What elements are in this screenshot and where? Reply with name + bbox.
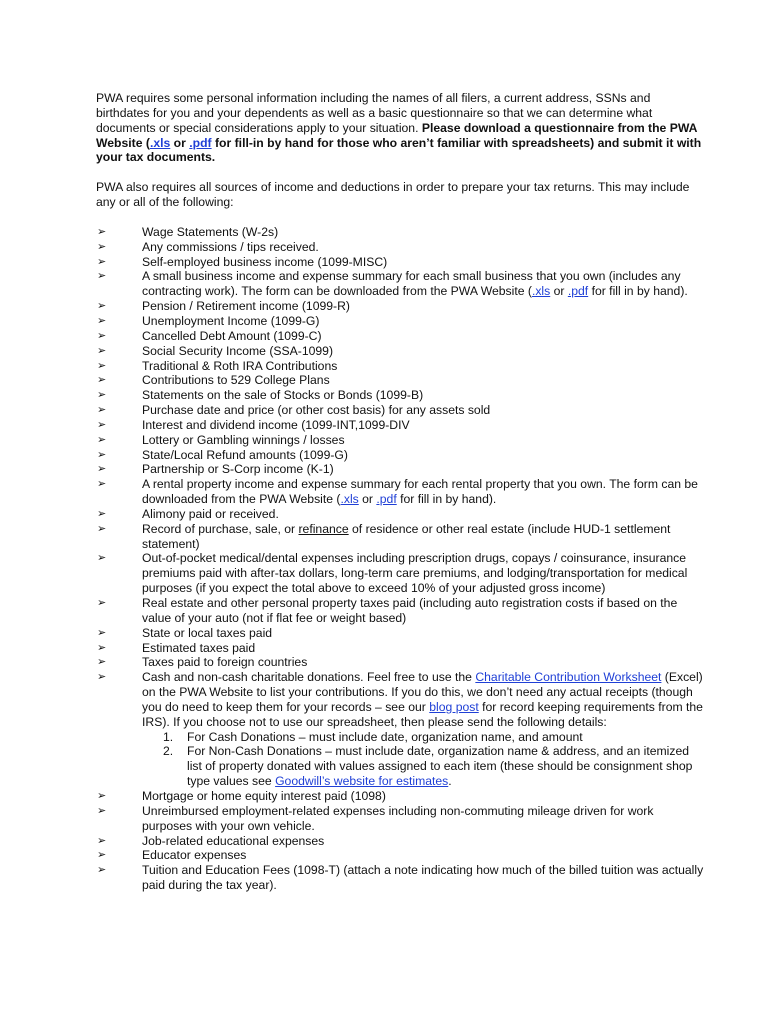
arrow-bullet-icon: ➢ [97, 552, 107, 565]
list-item-text: Unreimbursed employment-related expenses including non-commuting mileage driven for work purposes with your own vehicle. [142, 803, 654, 833]
goodwill-estimates-link[interactable]: Goodwill’s website for estimates [275, 774, 449, 789]
list-item-text: State or local taxes paid [142, 625, 273, 640]
list-item-text: Social Security Income (SSA-1099) [142, 343, 334, 358]
arrow-bullet-icon: ➢ [97, 329, 107, 342]
list-item [96, 225, 706, 240]
arrow-bullet-icon: ➢ [97, 359, 107, 372]
list-item [96, 359, 706, 374]
arrow-bullet-icon: ➢ [97, 671, 107, 684]
list-item [96, 388, 706, 403]
questionnaire-text-a: Please download a questionnaire from the PWA Website ( [96, 120, 698, 150]
list-item-text: Cancelled Debt Amount (1099-C) [142, 328, 322, 343]
questionnaire-text-b: for fill-in by hand for those who aren’t familiar with spreadsheets) and submit it with your tax documents. [96, 135, 702, 165]
list-item-text: Unemployment Income (1099-G) [142, 313, 320, 328]
list-item-text: Traditional & Roth IRA Contributions [142, 358, 338, 373]
arrow-bullet-icon: ➢ [97, 433, 107, 446]
list-item-text: (Excel) on the PWA Website to list your contributions. If you do this, we don’t need any actual receipts (though you do need to keep them for your records – see our [142, 670, 703, 714]
link-separator: or [550, 284, 568, 299]
arrow-bullet-icon: ➢ [97, 849, 107, 862]
arrow-bullet-icon: ➢ [97, 300, 107, 313]
arrow-bullet-icon: ➢ [97, 641, 107, 654]
sub-item-text: For Non-Cash Donations – must include date, organization name & address, and an itemized list of property donated with values assigned to each item (these should be consignment shop type values see [187, 744, 693, 789]
list-item-text: Statements on the sale of Stocks or Bonds (1099-B) [142, 388, 424, 403]
list-item [96, 255, 706, 270]
list-item [96, 240, 706, 255]
list-item-text: Record of purchase, sale, or [142, 521, 299, 536]
list-item-text: Real estate and other personal property taxes paid (including auto registration costs if based on the value of your auto (not if flat fee or weight based) [142, 596, 678, 625]
questionnaire-or: or [170, 135, 190, 150]
arrow-bullet-icon: ➢ [97, 507, 107, 520]
arrow-bullet-icon: ➢ [97, 789, 107, 802]
list-item-text: Interest and dividend income (1099-INT,1099-DIV [142, 417, 410, 432]
list-item-text: State/Local Refund amounts (1099-G) [142, 447, 348, 462]
arrow-bullet-icon: ➢ [97, 834, 107, 847]
questionnaire-xls-link[interactable]: .xls [149, 135, 171, 150]
list-item [96, 655, 706, 670]
list-item-text: of residence or other real estate (include HUD-1 settlement statement) [142, 521, 671, 551]
list-item [96, 314, 706, 329]
list-item [96, 329, 706, 344]
list-item [96, 433, 706, 448]
list-item-text: A rental property income and expense summary for each rental property that you own. The form can be downloaded from the PWA Website ( [142, 477, 698, 507]
list-item-text: Pension / Retirement income (1099-R) [142, 299, 350, 314]
arrow-bullet-icon: ➢ [97, 448, 107, 461]
list-item [96, 804, 706, 834]
list-item [96, 299, 706, 314]
arrow-bullet-icon: ➢ [97, 478, 107, 491]
business-summary-xls-link[interactable]: .xls [531, 284, 551, 299]
list-item-text: Out-of-pocket medical/dental expenses including prescription drugs, copays / coinsurance, insurance premiums paid with after-tax dollars, long-term care premiums, and lodging/transportation for medical purposes (if you expect the total above to exceed 10% of your adjusted gross income) [142, 551, 688, 596]
list-item-text: Estimated taxes paid [142, 640, 256, 655]
arrow-bullet-icon: ➢ [97, 626, 107, 639]
intro-paragraph-2: PWA also requires all sources of income and deductions in order to prepare your tax returns. This may include any or all of the following: [96, 180, 690, 210]
list-item [96, 269, 706, 299]
intro-text: PWA requires some personal information including the names of all filers, a current address, SSNs and birthdates for you and your dependents as well as a basic questionnaire so that we can determine what documents or special considerations apply to your situation. [96, 91, 653, 135]
list-item [96, 863, 706, 893]
list-item-text: Alimony paid or received. [142, 506, 279, 521]
arrow-bullet-icon: ➢ [97, 522, 107, 535]
arrow-bullet-icon: ➢ [97, 864, 107, 877]
business-summary-pdf-link[interactable]: .pdf [567, 284, 589, 299]
list-item-text: Purchase date and price (or other cost basis) for any assets sold [142, 403, 491, 418]
numbered-sub-item [96, 730, 706, 745]
arrow-bullet-icon: ➢ [97, 240, 107, 253]
list-item [96, 834, 706, 849]
list-item [96, 641, 706, 656]
list-item [96, 477, 706, 507]
numbered-sub-item [96, 744, 706, 789]
sub-item-number: 1. [163, 729, 174, 744]
arrow-bullet-icon: ➢ [97, 225, 107, 238]
arrow-bullet-icon: ➢ [97, 597, 107, 609]
list-item [96, 507, 706, 522]
arrow-bullet-icon: ➢ [97, 804, 107, 817]
sub-item-number: 2. [163, 744, 174, 759]
document-body [96, 91, 706, 893]
charitable-worksheet-link[interactable]: Charitable Contribution Worksheet [475, 670, 662, 685]
list-item [96, 551, 706, 596]
list-item [96, 462, 706, 477]
rental-summary-pdf-link[interactable]: .pdf [376, 492, 397, 507]
arrow-bullet-icon: ➢ [97, 418, 107, 431]
list-item [96, 670, 706, 729]
list-item-text: Educator expenses [142, 848, 247, 863]
list-item-text: Cash and non-cash charitable donations. Feel free to use the [142, 670, 476, 685]
list-item [96, 344, 706, 359]
list-item-text: Wage Statements (W-2s) [142, 224, 279, 239]
income-deduction-list [96, 225, 706, 893]
list-item [96, 448, 706, 463]
sub-item-text: . [448, 774, 452, 789]
list-item-text: Partnership or S-Corp income (K-1) [142, 462, 334, 477]
list-item-text: Contributions to 529 College Plans [142, 373, 330, 388]
list-item-text: Lottery or Gambling winnings / losses [142, 432, 345, 447]
list-item-text: Self-employed business income (1099-MISC) [142, 254, 388, 269]
arrow-bullet-icon: ➢ [97, 463, 107, 476]
sub-item-text: For Cash Donations – must include date, organization name, and amount [187, 729, 583, 744]
questionnaire-pdf-link[interactable]: .pdf [189, 135, 212, 150]
list-item-text: Mortgage or home equity interest paid (1098) [142, 788, 386, 803]
list-item-text: Job-related educational expenses [142, 833, 325, 848]
list-item-text: for fill in by hand). [588, 284, 688, 299]
rental-summary-xls-link[interactable]: .xls [340, 492, 359, 507]
list-item [96, 789, 706, 804]
arrow-bullet-icon: ➢ [97, 656, 107, 669]
list-item-text: A small business income and expense summary for each small business that you own (includes any contracting work). The form can be downloaded from the PWA Website ( [142, 269, 681, 299]
list-item [96, 848, 706, 863]
list-item-text: for fill in by hand). [396, 492, 497, 507]
intro-paragraph-1 [96, 91, 706, 165]
blog-post-link[interactable]: blog post [429, 699, 479, 714]
arrow-bullet-icon: ➢ [97, 404, 107, 417]
arrow-bullet-icon: ➢ [97, 270, 107, 283]
arrow-bullet-icon: ➢ [97, 255, 107, 268]
refinance-underlined: refinance [298, 521, 349, 536]
arrow-bullet-icon: ➢ [97, 389, 107, 402]
link-separator: or [358, 492, 377, 507]
list-item [96, 596, 706, 626]
list-item [96, 522, 706, 552]
arrow-bullet-icon: ➢ [97, 374, 107, 387]
list-item [96, 373, 706, 388]
list-item-text: Tuition and Education Fees (1098-T) (attach a note indicating how much of the billed tuition was actually paid during the tax year). [142, 863, 704, 893]
list-item-text: Taxes paid to foreign countries [142, 655, 308, 670]
list-item [96, 418, 706, 433]
list-item [96, 403, 706, 418]
list-item [96, 626, 706, 641]
arrow-bullet-icon: ➢ [97, 314, 107, 327]
list-item-text: Any commissions / tips received. [142, 239, 319, 254]
list-item-text: for record keeping requirements from the IRS). If you choose not to use our spreadsheet, then please send the following details: [142, 699, 703, 729]
arrow-bullet-icon: ➢ [97, 344, 107, 357]
